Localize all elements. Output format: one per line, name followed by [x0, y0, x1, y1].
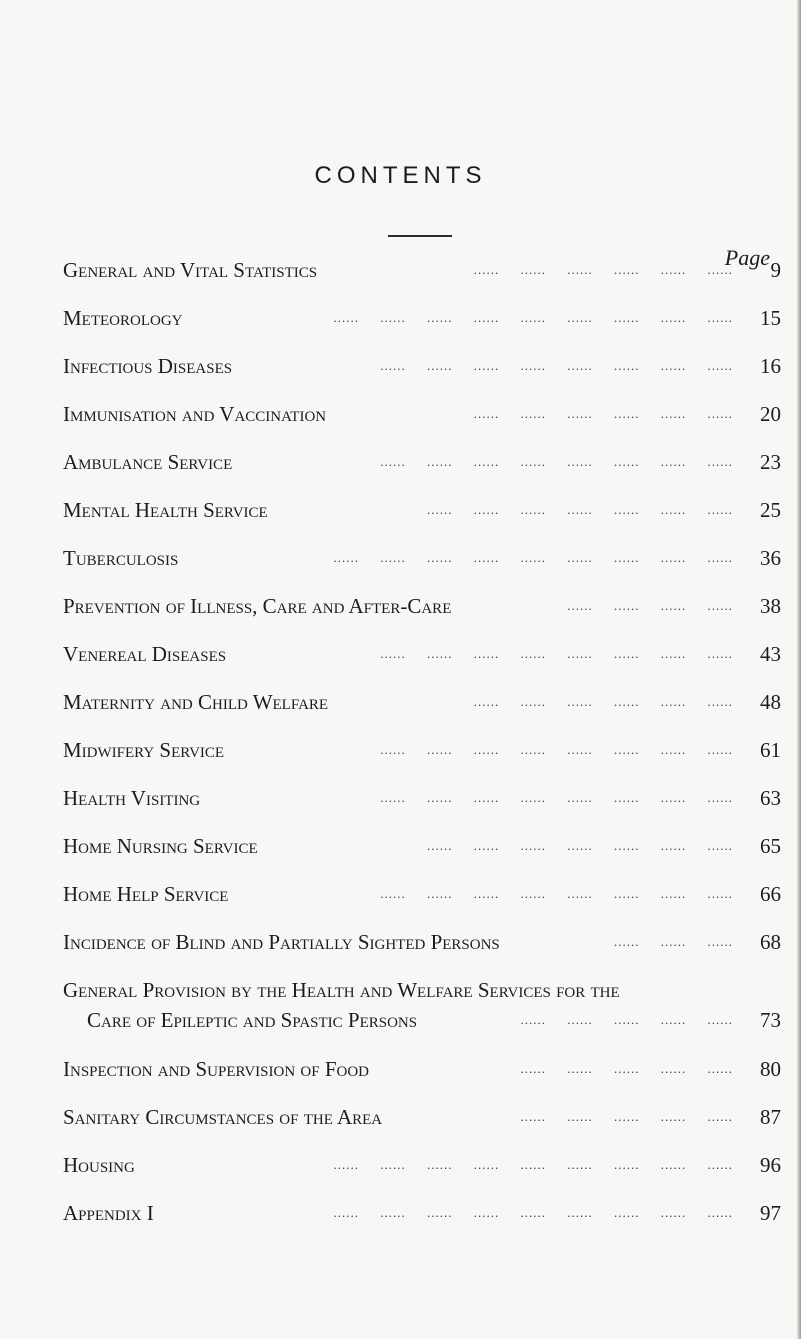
toc-entry-title: Meteorology — [63, 306, 183, 330]
toc-entry — [63, 1102, 781, 1132]
toc-entry-page: 61 — [760, 738, 781, 762]
dot-leader: ...... ...... ...... ...... ...... ...... — [473, 262, 733, 277]
toc-entry-title: Maternity and Child Welfare — [63, 690, 329, 714]
toc-entry-page: 65 — [760, 834, 781, 858]
dot-leader: ...... ...... ...... ...... ...... ...... ...... ...... ...... — [333, 310, 733, 325]
toc-entry — [63, 1198, 781, 1228]
toc-entry-title: Inspection and Supervision of Food — [63, 1057, 369, 1081]
toc-entry-title: Prevention of Illness, Care and After-Care — [63, 594, 452, 618]
toc-entry — [63, 255, 781, 285]
toc-entry-title: Ambulance Service — [63, 450, 233, 474]
toc-entry — [63, 303, 781, 333]
toc-entry-title: Infectious Diseases — [63, 354, 233, 378]
toc-entry — [63, 1054, 781, 1084]
toc-entry-page: 73 — [760, 1008, 781, 1032]
dot-leader: ...... ...... ...... ...... ...... ...... ...... ...... — [380, 886, 733, 901]
toc-entry-page: 36 — [760, 546, 781, 570]
toc-entry — [63, 879, 781, 909]
dot-leader: ...... ...... ...... ...... ...... ...... ...... ...... — [380, 646, 733, 661]
dot-leader: ...... ...... ...... ...... — [567, 598, 733, 613]
toc-entry-title: General and Vital Statistics — [63, 258, 318, 282]
toc-entry-page: 63 — [760, 786, 781, 810]
dot-leader: ...... ...... ...... ...... ...... — [520, 1012, 733, 1027]
toc-entry-page: 68 — [760, 930, 781, 954]
page-column-label: Page — [724, 245, 770, 270]
dot-leader: ...... ...... ...... ...... ...... ...... ...... — [427, 838, 733, 853]
toc-entry — [63, 927, 781, 957]
dot-leader: ...... ...... ...... ...... ...... ...... ...... ...... — [380, 790, 733, 805]
toc-entry — [63, 1150, 781, 1180]
dot-leader: ...... ...... ...... ...... ...... ...... ...... ...... — [380, 742, 733, 757]
toc-entry-title-continued: Care of Epileptic and Spastic Persons — [87, 1008, 418, 1032]
toc-entry-title: Incidence of Blind and Partially Sighted Persons — [63, 930, 500, 954]
toc-entry — [63, 975, 781, 1035]
toc-entry-page: 9 — [770, 258, 781, 282]
toc-entry-title: Tuberculosis — [63, 546, 179, 570]
dot-leader: ...... ...... ...... ...... ...... — [520, 1109, 733, 1124]
toc-entry — [63, 831, 781, 861]
toc-entry — [63, 735, 781, 765]
dot-leader: ...... ...... ...... ...... ...... ...... ...... ...... — [380, 454, 733, 469]
toc-entry-page: 43 — [760, 642, 781, 666]
toc-entry-page: 23 — [760, 450, 781, 474]
toc-entry-title: Mental Health Service — [63, 498, 268, 522]
page-title: CONTENTS — [314, 162, 487, 189]
dot-leader: ...... ...... ...... ...... ...... — [520, 1061, 733, 1076]
toc-entry — [63, 543, 781, 573]
dot-leader: ...... ...... ...... ...... ...... ...... ...... ...... ...... — [333, 1157, 733, 1172]
dot-leader: ...... ...... ...... ...... ...... ...... ...... — [427, 502, 733, 517]
toc-entry-page: 38 — [760, 594, 781, 618]
toc-entry — [63, 351, 781, 381]
toc-entry-title: Home Help Service — [63, 882, 229, 906]
dot-leader: ...... ...... ...... ...... ...... ...... ...... ...... — [380, 358, 733, 373]
dot-leader: ...... ...... ...... ...... ...... ...... ...... ...... ...... — [333, 550, 733, 565]
toc-entry-title: Home Nursing Service — [63, 834, 258, 858]
toc-entry — [63, 447, 781, 477]
toc-entry-page: 97 — [760, 1201, 781, 1225]
toc-entry-title: Sanitary Circumstances of the Area — [63, 1105, 383, 1129]
toc-entry-page: 96 — [760, 1153, 781, 1177]
toc-entry-page: 80 — [760, 1057, 781, 1081]
toc-entry — [63, 495, 781, 525]
toc-entry-page: 25 — [760, 498, 781, 522]
toc-entry-title: Housing — [63, 1153, 135, 1177]
toc-entry-page: 48 — [760, 690, 781, 714]
toc-entry-title: General Provision by the Health and Welfare Services for the — [63, 978, 620, 1002]
dot-leader: ...... ...... ...... — [614, 934, 733, 949]
toc-entry — [63, 399, 781, 429]
toc-entry-title: Midwifery Service — [63, 738, 225, 762]
toc-entry — [63, 639, 781, 669]
toc-entry-title: Venereal Diseases — [63, 642, 227, 666]
dot-leader: ...... ...... ...... ...... ...... ...... ...... ...... ...... — [333, 1205, 733, 1220]
toc-entry-title: Appendix I — [63, 1201, 154, 1225]
toc-entry-page: 16 — [760, 354, 781, 378]
dot-leader: ...... ...... ...... ...... ...... ...... — [473, 694, 733, 709]
toc-entry — [63, 783, 781, 813]
dot-leader: ...... ...... ...... ...... ...... ...... — [473, 406, 733, 421]
toc-entry — [63, 591, 781, 621]
toc-entry-page: 87 — [760, 1105, 781, 1129]
toc-entry-title: Immunisation and Vaccination — [63, 402, 327, 426]
toc-entry-page: 15 — [760, 306, 781, 330]
toc-entry-title: Health Visiting — [63, 786, 201, 810]
toc-entry — [63, 687, 781, 717]
toc-entry-page: 66 — [760, 882, 781, 906]
toc-entry-page: 20 — [760, 402, 781, 426]
